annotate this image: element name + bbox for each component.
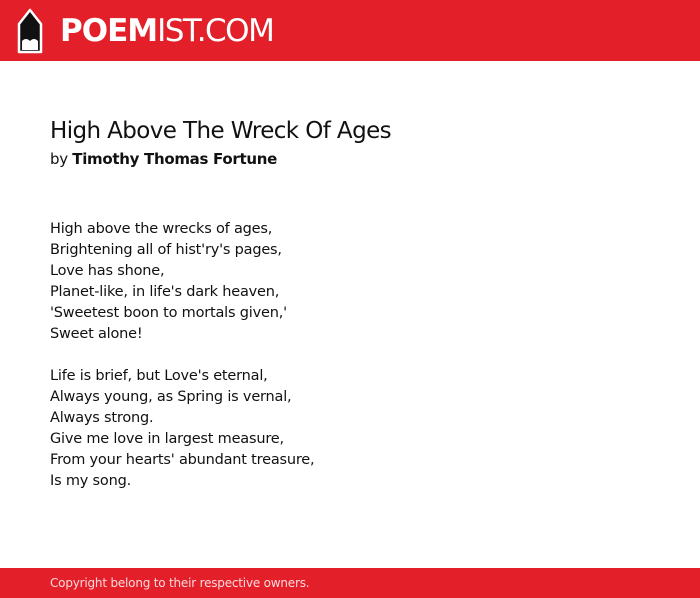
brand-light: IST.COM: [157, 13, 274, 49]
poem-line: 'Sweetest boon to mortals given,': [50, 305, 287, 321]
poem-line: Give me love in largest measure,: [50, 431, 284, 447]
poem-line: From your hearts' abundant treasure,: [50, 452, 315, 468]
poem-title: High Above The Wreck Of Ages: [50, 118, 392, 144]
poem-header: [50, 116, 650, 172]
site-footer: [0, 568, 700, 598]
poem-line: Brightening all of hist'ry's pages,: [50, 242, 282, 258]
poem-line: Sweet alone!: [50, 326, 143, 342]
poem-line: Always young, as Spring is vernal,: [50, 389, 292, 405]
poem-line: Love has shone,: [50, 263, 165, 279]
home-logo-link[interactable]: [16, 8, 273, 54]
poem-line: Life is brief, but Love's eternal,: [50, 368, 268, 384]
poem-body: [50, 219, 650, 513]
copyright-notice: Copyright belong to their respective owners.: [50, 576, 310, 590]
poem-line: High above the wrecks of ages,: [50, 221, 273, 237]
brand-bold: POEM: [60, 13, 158, 49]
stanza: [50, 366, 650, 492]
site-brand: [60, 8, 273, 54]
poem-line: Always strong.: [50, 410, 154, 426]
stanza: [50, 219, 650, 345]
poem-line: Is my song.: [50, 473, 131, 489]
poem-line: Planet-like, in life's dark heaven,: [50, 284, 280, 300]
poem-author: Timothy Thomas Fortune: [72, 150, 277, 168]
pencil-tip-icon: [16, 8, 44, 54]
poem-byline: [50, 146, 650, 172]
site-header: [0, 0, 700, 61]
by-label: by: [50, 150, 68, 168]
